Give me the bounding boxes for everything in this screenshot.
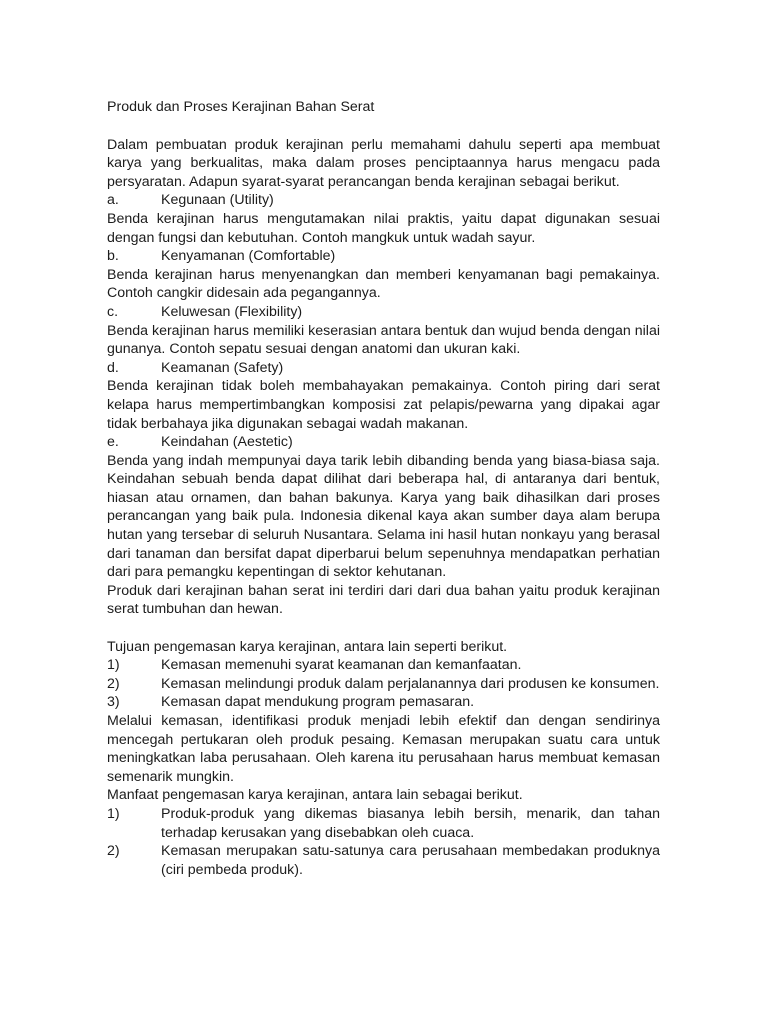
requirement-heading-aestetic (107, 433, 660, 452)
benefit-text: Produk-produk yang dikemas biasanya lebih bersih, menarik, dan tahan terhadap kerusakan yang disebabkan oleh cuaca. (161, 805, 660, 841)
list-marker: 1) (107, 805, 120, 822)
list-marker: c. (107, 303, 119, 320)
benefit-item (107, 842, 660, 879)
requirement-heading-safety (107, 359, 660, 378)
requirement-heading: Kenyamanan (Comfortable) (161, 248, 336, 265)
requirement-heading-utility (107, 191, 660, 210)
paragraph-spacer (107, 619, 660, 638)
requirement-heading: Kegunaan (Utility) (161, 192, 274, 209)
document-page (107, 98, 660, 879)
benefit-text: Kemasan merupakan satu-satunya cara perusahaan membedakan produknya (ciri pembeda produk). (161, 843, 660, 878)
packaging-goal-text: Kemasan memenuhi syarat keamanan dan kemanfaatan. (161, 657, 522, 674)
list-marker: 2) (107, 843, 120, 860)
requirement-heading: Keindahan (Aestetic) (161, 434, 293, 451)
packaging-goal-item (107, 656, 660, 675)
list-marker: 1) (107, 657, 120, 674)
requirement-heading-comfortable (107, 247, 660, 266)
closing-paragraph: Produk dari kerajinan bahan serat ini terdiri dari dari dua bahan yaitu produk kerajinan serat tumbuhan dan hewan. (107, 582, 660, 618)
list-marker: e. (107, 434, 119, 451)
packaging-goal-text: Kemasan dapat mendukung program pemasaran. (161, 694, 475, 711)
requirement-body-utility: Benda kerajinan harus mengutamakan nilai praktis, yaitu dapat digunakan sesuai dengan fungsi dan kebutuhan. Contoh mangkuk untuk wadah sayur. (107, 210, 660, 246)
list-marker: a. (107, 192, 119, 209)
requirement-body-aestetic: Benda yang indah mempunyai daya tarik lebih dibanding benda yang biasa-biasa saja. Keindahan sebuah benda dapat dilihat dari beberapa hal, di antaranya dari bentuk, hiasan atau ornamen, dan bahan bakunya. Karya yang baik dihasilkan dari proses perancangan yang baik pula. Indonesia dikenal kaya akan sumber daya alam berupa hutan yang tersebar di seluruh Nusantara. Selama ini hasil hutan nonkayu yang berasal dari tanaman dan bersifat dapat diperbarui belum sepenuhnya mendapatkan perhatian dari para pemangku kepentingan di sektor kehutanan. (107, 452, 660, 581)
requirement-heading: Keamanan (Safety) (161, 359, 284, 376)
packaging-intro: Tujuan pengemasan karya kerajinan, antara lain seperti berikut. (107, 638, 508, 655)
list-marker: d. (107, 359, 119, 376)
requirement-body-safety: Benda kerajinan tidak boleh membahayakan pemakainya. Contoh piring dari serat kelapa harus mempertimbangkan komposisi zat pelapis/pewarna yang dipakai agar tidak berbahaya jika digunakan sebagai wadah makanan. (107, 378, 660, 432)
intro-paragraph: Dalam pembuatan produk kerajinan perlu memahami dahulu seperti apa membuat karya yang berkualitas, maka dalam proses penciptaannya harus mengacu pada persyaratan. Adapun syarat-syarat perancangan benda kerajinan sebagai berikut. (107, 136, 660, 190)
packaging-goal-item (107, 675, 660, 694)
benefit-item (107, 805, 660, 842)
requirement-heading-flexibility (107, 303, 660, 322)
document-title: Produk dan Proses Kerajinan Bahan Serat (107, 99, 375, 115)
benefits-intro: Manfaat pengemasan karya kerajinan, antara lain sebagai berikut. (107, 787, 523, 804)
list-marker: 3) (107, 694, 120, 711)
packaging-paragraph: Melalui kemasan, identifikasi produk menjadi lebih efektif dan dengan sendirinya mencegah pertukaran oleh produk pesaing. Kemasan merupakan suatu cara untuk meningkatkan laba perusahaan. Oleh karena itu perusahaan harus membuat kemasan semenarik mungkin. (107, 713, 660, 785)
requirement-body-comfortable: Benda kerajinan harus menyenangkan dan memberi kenyamanan bagi pemakainya. Contoh cangkir didesain ada pegangannya. (107, 266, 660, 302)
list-marker: 2) (107, 675, 120, 692)
requirement-body-flexibility: Benda kerajinan harus memiliki keserasian antara bentuk dan wujud benda dengan nilai gunanya. Contoh sepatu sesuai dengan anatomi dan ukuran kaki. (107, 322, 660, 358)
list-marker: b. (107, 248, 119, 265)
packaging-goal-text: Kemasan melindungi produk dalam perjalanannya dari produsen ke konsumen. (161, 675, 660, 692)
packaging-goal-item (107, 693, 660, 712)
requirement-heading: Keluwesan (Flexibility) (161, 303, 303, 320)
